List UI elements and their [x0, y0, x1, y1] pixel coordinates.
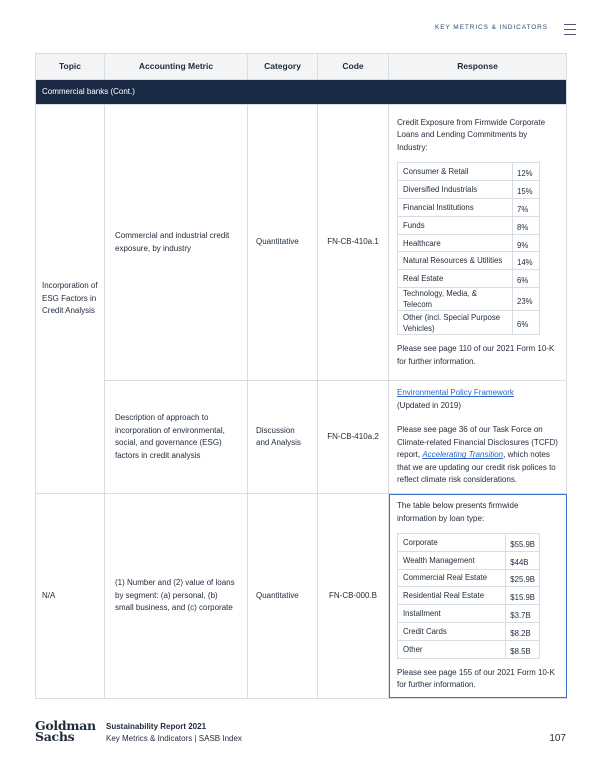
list-item: [398, 551, 540, 569]
column-header: Code: [318, 54, 389, 80]
section-band: [36, 80, 567, 105]
item-value: 14%: [513, 252, 540, 270]
list-item: [398, 587, 540, 605]
response-intro: Credit Exposure from Firmwide Corporate Loans and Lending Commitments by Industry:: [397, 117, 546, 152]
item-label: Commercial Real Estate: [398, 569, 506, 587]
metric-cell: Description of approach to incorporation of environmental, social, and governance (ESG) factors in credit analysis: [105, 381, 248, 494]
response-body-post: , which notes that we are updating our credit risk polices to reflect climate risk considerations.: [397, 450, 556, 485]
item-label: Residential Real Estate: [398, 587, 506, 605]
response-body-pre: Please see page 36 of our Task Force on Climate-related Financial Disclosures (TCFD) report,: [397, 425, 558, 460]
loan-type-table: [397, 533, 540, 659]
list-item: [398, 569, 540, 587]
report-subtitle: Key Metrics & Indicators | SASB Index: [106, 734, 242, 743]
metric-cell: (1) Number and (2) value of loans by segment: (a) personal, (b) small business, and (c) corporate: [105, 494, 248, 699]
item-label: Natural Resources & Utilities: [398, 252, 513, 270]
column-header: Category: [248, 54, 318, 80]
section-label: KEY METRICS & INDICATORS: [435, 24, 548, 31]
topic-cell: N/A: [36, 494, 105, 699]
accelerating-transition-link[interactable]: Accelerating Transition: [422, 450, 504, 460]
item-value: 12%: [513, 163, 540, 181]
list-item: [398, 181, 540, 199]
item-label: Real Estate: [398, 270, 513, 288]
code-cell: FN-CB-000.B: [318, 494, 389, 699]
link-suffix: (Updated in 2019): [397, 400, 462, 410]
environmental-policy-link[interactable]: Environmental Policy Framework: [397, 388, 514, 398]
code-cell: FN-CB-410a.1: [318, 105, 389, 381]
sasb-table: [35, 53, 567, 699]
table-row: [36, 381, 567, 494]
list-item: [398, 216, 540, 234]
page-footer: [35, 720, 566, 746]
item-value: $8.5B: [506, 640, 540, 658]
list-item: [398, 605, 540, 623]
code-cell: FN-CB-410a.2: [318, 381, 389, 494]
item-label: Technology, Media, & Telecom: [398, 288, 513, 311]
column-header: Topic: [36, 54, 105, 80]
item-label: Wealth Management: [398, 551, 506, 569]
logo-line: Sachs: [35, 729, 75, 744]
list-item: [398, 622, 540, 640]
goldman-sachs-logo: [35, 720, 96, 742]
item-value: 6%: [513, 270, 540, 288]
list-item: [398, 640, 540, 658]
column-header: Response: [389, 54, 567, 80]
table-row: [36, 105, 567, 381]
item-value: 9%: [513, 234, 540, 252]
item-value: $44B: [506, 551, 540, 569]
item-label: Financial Institutions: [398, 199, 513, 217]
item-label: Other: [398, 640, 506, 658]
list-item: [398, 270, 540, 288]
item-value: 8%: [513, 216, 540, 234]
response-note: Please see page 155 of our 2021 Form 10-K for further information.: [397, 667, 555, 690]
column-header: Accounting Metric: [105, 54, 248, 80]
item-label: Healthcare: [398, 234, 513, 252]
industry-exposure-table: [397, 162, 540, 335]
item-label: Other (incl. Special Purpose Vehicles): [398, 311, 513, 335]
item-value: $3.7B: [506, 605, 540, 623]
page-number: 107: [549, 733, 566, 744]
item-label: Installment: [398, 605, 506, 623]
response-cell: [389, 494, 567, 699]
list-item: [398, 288, 540, 311]
item-value: 6%: [513, 311, 540, 335]
item-label: Funds: [398, 216, 513, 234]
item-value: $55.9B: [506, 534, 540, 552]
list-item: [398, 199, 540, 217]
item-value: $8.2B: [506, 622, 540, 640]
list-item: [398, 163, 540, 181]
metric-cell: Commercial and industrial credit exposure, by industry: [105, 105, 248, 381]
list-item: [398, 252, 540, 270]
hamburger-icon[interactable]: [564, 24, 576, 35]
category-cell: Quantitative: [248, 105, 318, 381]
response-note: Please see page 110 of our 2021 Form 10-K for further information.: [397, 344, 555, 366]
category-cell: Discussion and Analysis: [248, 381, 318, 494]
item-value: 23%: [513, 288, 540, 311]
logo-line: Goldman: [35, 718, 96, 733]
response-cell: [389, 381, 567, 494]
item-value: 7%: [513, 199, 540, 217]
item-label: Credit Cards: [398, 622, 506, 640]
table-header-row: [36, 54, 567, 80]
item-label: Diversified Industrials: [398, 181, 513, 199]
item-value: $25.9B: [506, 569, 540, 587]
list-item: [398, 311, 540, 335]
item-value: $15.9B: [506, 587, 540, 605]
list-item: [398, 234, 540, 252]
response-cell: [389, 105, 567, 381]
list-item: [398, 534, 540, 552]
item-label: Consumer & Retail: [398, 163, 513, 181]
item-label: Corporate: [398, 534, 506, 552]
response-intro: The table below presents firmwide information by loan type:: [397, 501, 519, 523]
table-row: [36, 494, 567, 699]
item-value: 15%: [513, 181, 540, 199]
report-title: Sustainability Report 2021: [106, 722, 207, 731]
response-body: [397, 424, 558, 487]
category-cell: Quantitative: [248, 494, 318, 699]
topic-cell: Incorporation of ESG Factors in Credit Analysis: [36, 105, 105, 494]
section-band-label: Commercial banks (Cont.): [36, 80, 567, 105]
